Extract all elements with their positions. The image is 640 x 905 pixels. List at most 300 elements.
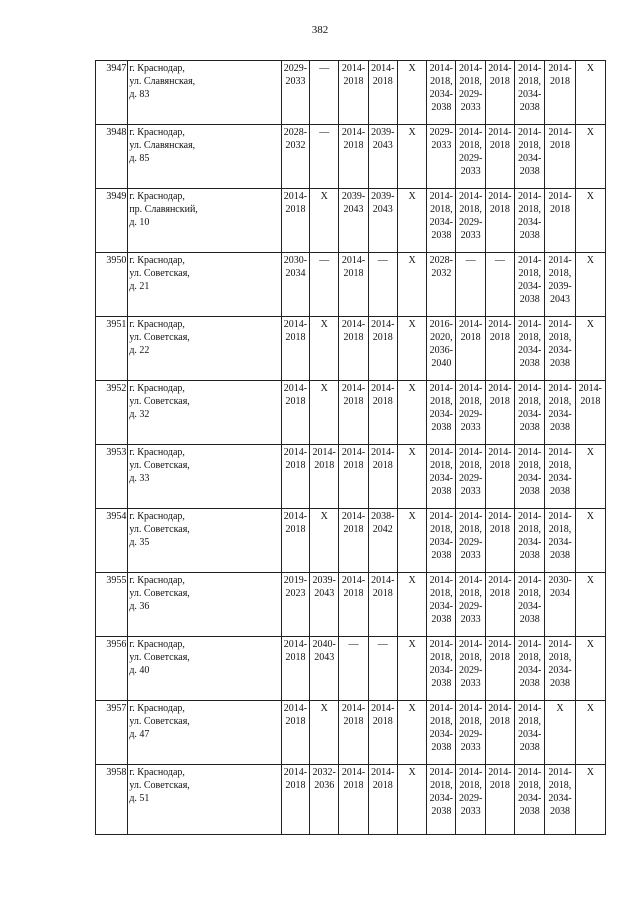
schedule-value: 2018, xyxy=(430,204,453,215)
address-line: г. Краснодар, xyxy=(129,575,185,586)
address-cell xyxy=(128,765,282,835)
schedule-cell xyxy=(368,125,397,189)
schedule-value: 2018 xyxy=(489,780,510,791)
schedule-value: 2018 xyxy=(489,204,510,215)
schedule-value: Х xyxy=(408,63,416,74)
schedule-value: 2018, xyxy=(459,140,482,151)
address-line: г. Краснодар, xyxy=(129,319,185,330)
schedule-value: 2029- xyxy=(458,729,483,740)
schedule-cell xyxy=(339,381,368,445)
schedule-cell xyxy=(281,381,309,445)
schedule-cell xyxy=(575,253,605,317)
address-line: ул. Советская, xyxy=(129,780,190,791)
schedule-value: 2018 xyxy=(489,652,510,663)
schedule-value: 2029- xyxy=(458,473,483,484)
schedule-value: 2034- xyxy=(518,409,542,420)
schedule-value: 2018, xyxy=(430,588,453,599)
schedule-cell xyxy=(397,125,426,189)
schedule-cell xyxy=(456,701,485,765)
schedule-cell xyxy=(545,573,575,637)
row-number-cell: 3957 xyxy=(96,701,128,765)
schedule-value: 2014- xyxy=(458,447,483,458)
schedule-value: 2018, xyxy=(459,396,482,407)
schedule-value: 2018, xyxy=(518,332,541,343)
schedule-value: 2018, xyxy=(430,780,453,791)
schedule-cell xyxy=(281,637,309,701)
schedule-value: 2034- xyxy=(429,537,454,548)
schedule-value: 2034- xyxy=(518,217,542,228)
schedule-cell xyxy=(515,317,545,381)
schedule-value: 2018 xyxy=(489,396,510,407)
schedule-value: 2038 xyxy=(431,102,452,113)
schedule-value: Х xyxy=(586,191,594,202)
address-cell xyxy=(128,125,282,189)
schedule-cell xyxy=(281,189,309,253)
schedule-value: 2018, xyxy=(518,396,541,407)
address-line: г. Краснодар, xyxy=(129,255,185,266)
schedule-cell xyxy=(310,701,339,765)
schedule-value: 2014- xyxy=(341,383,366,394)
schedule-value: 2034- xyxy=(548,793,572,804)
schedule-value: 2033 xyxy=(460,550,481,561)
schedule-value: 2019- xyxy=(283,575,308,586)
schedule-cell xyxy=(515,253,545,317)
schedule-cell xyxy=(515,573,545,637)
schedule-cell xyxy=(339,509,368,573)
schedule-value: 2038 xyxy=(431,678,452,689)
schedule-value: Х xyxy=(586,319,594,330)
schedule-cell xyxy=(485,381,514,445)
schedule-value: 2018, xyxy=(459,588,482,599)
schedule-value: 2018, xyxy=(430,652,453,663)
schedule-value: 2018 xyxy=(372,76,393,87)
schedule-value: 2038 xyxy=(431,230,452,241)
schedule-value: 2038 xyxy=(549,678,570,689)
schedule-cell xyxy=(575,381,605,445)
address-line: д. 35 xyxy=(129,537,150,548)
row-number-cell: 3953 xyxy=(96,445,128,509)
row-number-cell: 3951 xyxy=(96,317,128,381)
schedule-value: 2018 xyxy=(489,716,510,727)
schedule-value: Х xyxy=(586,127,594,138)
schedule-value: 2014- xyxy=(518,319,542,330)
schedule-value: Х xyxy=(586,511,594,522)
table-row xyxy=(96,381,606,445)
schedule-value: 2038 xyxy=(431,422,452,433)
schedule-value: 2038 xyxy=(431,806,452,817)
page-number: 382 xyxy=(311,24,329,36)
row-number-cell: 3948 xyxy=(96,125,128,189)
schedule-cell xyxy=(310,445,339,509)
schedule-cell xyxy=(456,317,485,381)
schedule-value: 2018 xyxy=(489,332,510,343)
schedule-cell xyxy=(515,765,545,835)
schedule-value: 2014- xyxy=(488,511,512,522)
schedule-cell xyxy=(485,509,514,573)
schedule-value: 2018 xyxy=(285,716,306,727)
schedule-cell xyxy=(368,253,397,317)
schedule-value: 2038 xyxy=(519,102,540,113)
schedule-value: 2034- xyxy=(518,729,542,740)
schedule-value: 2014- xyxy=(548,319,572,330)
schedule-cell xyxy=(281,573,309,637)
row-number-cell: 3949 xyxy=(96,189,128,253)
schedule-value: 2038 xyxy=(519,230,540,241)
schedule-value: 2014- xyxy=(458,511,483,522)
address-line: г. Краснодар, xyxy=(129,127,185,138)
address-line: г. Краснодар, xyxy=(129,703,185,714)
schedule-value: Х xyxy=(586,639,594,650)
schedule-value: Х xyxy=(408,575,416,586)
row-number-cell: 3954 xyxy=(96,509,128,573)
schedule-value: 2014- xyxy=(341,511,366,522)
address-line: ул. Советская, xyxy=(129,268,190,279)
schedule-cell xyxy=(397,637,426,701)
schedule-value: 2018 xyxy=(489,524,510,535)
schedule-value: 2034- xyxy=(429,409,454,420)
schedule-value: 2014- xyxy=(458,63,483,74)
schedule-value: 2038 xyxy=(431,614,452,625)
schedule-cell xyxy=(310,189,339,253)
schedule-value: 2033 xyxy=(460,422,481,433)
schedule-cell xyxy=(485,61,514,125)
address-cell xyxy=(128,61,282,125)
row-number-cell: 3950 xyxy=(96,253,128,317)
schedule-value: 2028- xyxy=(429,255,454,266)
schedule-value: 2043 xyxy=(549,294,570,305)
schedule-cell xyxy=(427,317,456,381)
schedule-value: 2018, xyxy=(430,524,453,535)
address-cell xyxy=(128,445,282,509)
schedule-value: 2014- xyxy=(488,383,512,394)
schedule-value: 2018 xyxy=(372,332,393,343)
schedule-value: Х xyxy=(586,255,594,266)
schedule-value: 2014- xyxy=(283,191,308,202)
schedule-value: 2018, xyxy=(459,460,482,471)
schedule-value: — xyxy=(319,63,330,74)
schedule-cell xyxy=(545,61,575,125)
schedule-value: Х xyxy=(586,767,594,778)
schedule-value: 2018, xyxy=(459,76,482,87)
schedule-value: 2018, xyxy=(548,780,572,791)
schedule-cell xyxy=(575,637,605,701)
schedule-cell xyxy=(310,765,339,835)
schedule-cell xyxy=(427,765,456,835)
schedule-value: 2018 xyxy=(343,460,364,471)
row-number-cell: 3955 xyxy=(96,573,128,637)
schedule-value: 2018 xyxy=(489,140,510,151)
schedule-value: 2034- xyxy=(518,473,542,484)
schedule-value: 2018, xyxy=(459,716,482,727)
schedule-value: 2034- xyxy=(429,473,454,484)
schedule-value: 2018, xyxy=(518,524,541,535)
schedule-cell xyxy=(281,765,309,835)
schedule-value: 2014- xyxy=(429,447,454,458)
schedule-value: 2014- xyxy=(429,639,454,650)
schedule-cell xyxy=(485,573,514,637)
schedule-value: 2014- xyxy=(429,575,454,586)
schedule-cell xyxy=(456,765,485,835)
schedule-value: 2014- xyxy=(518,383,542,394)
schedule-value: 2038 xyxy=(519,294,540,305)
schedule-value: 2039- xyxy=(371,191,395,202)
schedule-value: 2038 xyxy=(549,422,570,433)
schedule-value: 2014- xyxy=(488,447,512,458)
schedule-value: 2014- xyxy=(458,127,483,138)
address-line: ул. Советская, xyxy=(129,396,190,407)
schedule-cell xyxy=(456,253,485,317)
schedule-value: 2039- xyxy=(548,281,572,292)
schedule-value: Х xyxy=(408,255,416,266)
schedule-value: 2014- xyxy=(548,127,572,138)
schedule-value: 2018 xyxy=(372,460,393,471)
schedule-value: 2028- xyxy=(283,127,308,138)
table-row xyxy=(96,509,606,573)
schedule-cell xyxy=(310,253,339,317)
schedule-cell xyxy=(397,573,426,637)
schedule-cell xyxy=(515,381,545,445)
address-cell xyxy=(128,701,282,765)
schedule-value: 2043 xyxy=(314,652,335,663)
schedule-value: 2018, xyxy=(459,652,482,663)
address-line: д. 85 xyxy=(129,153,150,164)
schedule-value: 2018 xyxy=(285,460,306,471)
schedule-value: 2018, xyxy=(518,588,541,599)
schedule-value: 2034- xyxy=(518,281,542,292)
schedule-value: 2014- xyxy=(518,511,542,522)
schedule-value: 2014- xyxy=(429,703,454,714)
schedule-value: 2014- xyxy=(548,639,572,650)
schedule-cell xyxy=(310,573,339,637)
schedule-value: 2034 xyxy=(549,588,570,599)
schedule-value: 2014- xyxy=(429,511,454,522)
schedule-value: 2014- xyxy=(518,447,542,458)
schedule-value: 2036 xyxy=(314,780,335,791)
schedule-cell xyxy=(339,765,368,835)
schedule-value: 2033 xyxy=(460,102,481,113)
schedule-value: 2018 xyxy=(285,524,306,535)
schedule-cell xyxy=(427,573,456,637)
table-row xyxy=(96,189,606,253)
schedule-value: 2043 xyxy=(372,204,393,215)
schedule-value: 2014- xyxy=(341,255,366,266)
schedule-value: 2029- xyxy=(458,89,483,100)
schedule-value: 2034- xyxy=(518,153,542,164)
schedule-value: Х xyxy=(408,191,416,202)
schedule-cell xyxy=(545,701,575,765)
schedule-cell xyxy=(339,637,368,701)
schedule-value: 2034- xyxy=(518,665,542,676)
schedule-value: 2014- xyxy=(371,319,395,330)
schedule-value: 2018, xyxy=(518,652,541,663)
table-body xyxy=(96,61,606,835)
schedule-cell xyxy=(515,445,545,509)
schedule-value: 2014- xyxy=(548,447,572,458)
schedule-value: 2018 xyxy=(343,716,364,727)
schedule-value: 2032 xyxy=(431,268,452,279)
schedule-value: 2018 xyxy=(285,332,306,343)
schedule-value: 2018, xyxy=(459,780,482,791)
schedule-value: 2014- xyxy=(548,63,572,74)
schedule-cell xyxy=(545,317,575,381)
schedule-cell xyxy=(281,701,309,765)
address-line: ул. Славянская, xyxy=(129,140,196,151)
schedule-value: Х xyxy=(408,127,416,138)
schedule-cell xyxy=(456,573,485,637)
schedule-value: 2038 xyxy=(549,358,570,369)
schedule-value: Х xyxy=(320,511,328,522)
schedule-value: 2038 xyxy=(519,422,540,433)
schedule-cell xyxy=(515,701,545,765)
schedule-value: 2014- xyxy=(283,703,308,714)
schedule-cell xyxy=(397,381,426,445)
schedule-value: 2018, xyxy=(518,76,541,87)
schedule-cell xyxy=(397,701,426,765)
schedule-value: 2029- xyxy=(458,793,483,804)
schedule-cell xyxy=(427,61,456,125)
schedule-cell xyxy=(281,253,309,317)
schedule-cell xyxy=(310,61,339,125)
schedule-value: Х xyxy=(586,575,594,586)
schedule-value: 2018 xyxy=(372,780,393,791)
address-cell xyxy=(128,637,282,701)
schedule-cell xyxy=(545,381,575,445)
schedule-cell xyxy=(575,701,605,765)
schedule-value: 2043 xyxy=(343,204,364,215)
schedule-value: 2018 xyxy=(489,460,510,471)
schedule-cell xyxy=(485,701,514,765)
schedule-value: 2018, xyxy=(459,524,482,535)
schedule-value: 2018 xyxy=(285,204,306,215)
schedule-value: 2029- xyxy=(458,217,483,228)
schedule-value: 2014- xyxy=(518,127,542,138)
schedule-cell xyxy=(368,701,397,765)
schedule-value: 2036- xyxy=(429,345,454,356)
schedule-value: 2014- xyxy=(488,639,512,650)
address-line: д. 33 xyxy=(129,473,150,484)
schedule-value: 2034- xyxy=(548,665,572,676)
table-row xyxy=(96,125,606,189)
address-line: д. 47 xyxy=(129,729,150,740)
schedule-value: 2014- xyxy=(518,639,542,650)
schedule-cell xyxy=(545,125,575,189)
schedule-value: 2018 xyxy=(460,332,481,343)
schedule-value: Х xyxy=(320,319,328,330)
table-row xyxy=(96,573,606,637)
schedule-value: 2023 xyxy=(285,588,306,599)
schedule-value: Х xyxy=(408,383,416,394)
address-line: д. 21 xyxy=(129,281,150,292)
schedule-value: Х xyxy=(408,447,416,458)
table-row xyxy=(96,445,606,509)
schedule-value: 2014- xyxy=(488,767,512,778)
schedule-cell xyxy=(310,317,339,381)
schedule-value: 2038 xyxy=(519,806,540,817)
schedule-value: 2034 xyxy=(285,268,306,279)
schedule-value: 2033 xyxy=(460,230,481,241)
schedule-value: 2014- xyxy=(429,767,454,778)
schedule-value: 2014- xyxy=(548,255,572,266)
address-cell xyxy=(128,317,282,381)
schedule-value: 2018 xyxy=(343,524,364,535)
schedule-value: 2014- xyxy=(429,191,454,202)
schedule-cell xyxy=(310,381,339,445)
schedule-value: 2029- xyxy=(458,537,483,548)
address-cell xyxy=(128,253,282,317)
schedule-cell xyxy=(397,61,426,125)
schedule-cell xyxy=(368,765,397,835)
schedule-value: 2034- xyxy=(518,345,542,356)
schedule-value: 2033 xyxy=(460,742,481,753)
schedule-value: 2014- xyxy=(371,703,395,714)
address-line: ул. Советская, xyxy=(129,588,190,599)
schedule-cell xyxy=(397,189,426,253)
schedule-value: 2033 xyxy=(285,76,306,87)
schedule-cell xyxy=(456,445,485,509)
schedule-cell xyxy=(368,509,397,573)
schedule-value: 2014- xyxy=(458,383,483,394)
address-line: ул. Советская, xyxy=(129,716,190,727)
schedule-cell xyxy=(427,445,456,509)
address-line: ул. Советская, xyxy=(129,524,190,535)
schedule-value: 2034- xyxy=(548,345,572,356)
schedule-cell xyxy=(368,189,397,253)
schedule-value: 2014- xyxy=(283,639,308,650)
schedule-cell xyxy=(339,61,368,125)
schedule-value: 2018, xyxy=(518,268,541,279)
schedule-value: — xyxy=(319,255,330,266)
schedule-cell xyxy=(339,317,368,381)
schedule-cell xyxy=(281,317,309,381)
schedule-value: 2016- xyxy=(429,319,454,330)
schedule-cell xyxy=(456,637,485,701)
schedule-cell xyxy=(485,125,514,189)
schedule-value: 2014- xyxy=(341,767,366,778)
schedule-value: Х xyxy=(320,191,328,202)
schedule-value: — xyxy=(319,127,330,138)
address-line: ул. Советская, xyxy=(129,460,190,471)
schedule-cell xyxy=(310,125,339,189)
schedule-value: 2014- xyxy=(371,575,395,586)
row-number-cell: 3956 xyxy=(96,637,128,701)
schedule-value: 2018, xyxy=(518,140,541,151)
schedule-value: 2032 xyxy=(285,140,306,151)
address-line: д. 22 xyxy=(129,345,150,356)
schedule-value: 2018 xyxy=(372,588,393,599)
schedule-value: 2018 xyxy=(285,396,306,407)
schedule-value: 2014- xyxy=(371,447,395,458)
schedule-value: 2042 xyxy=(372,524,393,535)
schedule-value: 2014- xyxy=(283,511,308,522)
schedule-value: 2038 xyxy=(549,486,570,497)
schedule-value: 2018 xyxy=(285,780,306,791)
schedule-value: 2029- xyxy=(458,601,483,612)
schedule-value: 2014- xyxy=(341,703,366,714)
schedule-value: 2014- xyxy=(341,63,366,74)
schedule-cell xyxy=(545,765,575,835)
schedule-value: 2040 xyxy=(431,358,452,369)
schedule-value: 2014- xyxy=(458,767,483,778)
schedule-value: Х xyxy=(408,511,416,522)
schedule-cell xyxy=(427,381,456,445)
schedule-value: 2018 xyxy=(549,76,570,87)
schedule-value: 2018 xyxy=(372,716,393,727)
row-number-cell: 3947 xyxy=(96,61,128,125)
schedule-value: 2018, xyxy=(430,460,453,471)
schedule-cell xyxy=(485,189,514,253)
schedule-value: 2014- xyxy=(341,575,366,586)
address-line: г. Краснодар, xyxy=(129,191,185,202)
